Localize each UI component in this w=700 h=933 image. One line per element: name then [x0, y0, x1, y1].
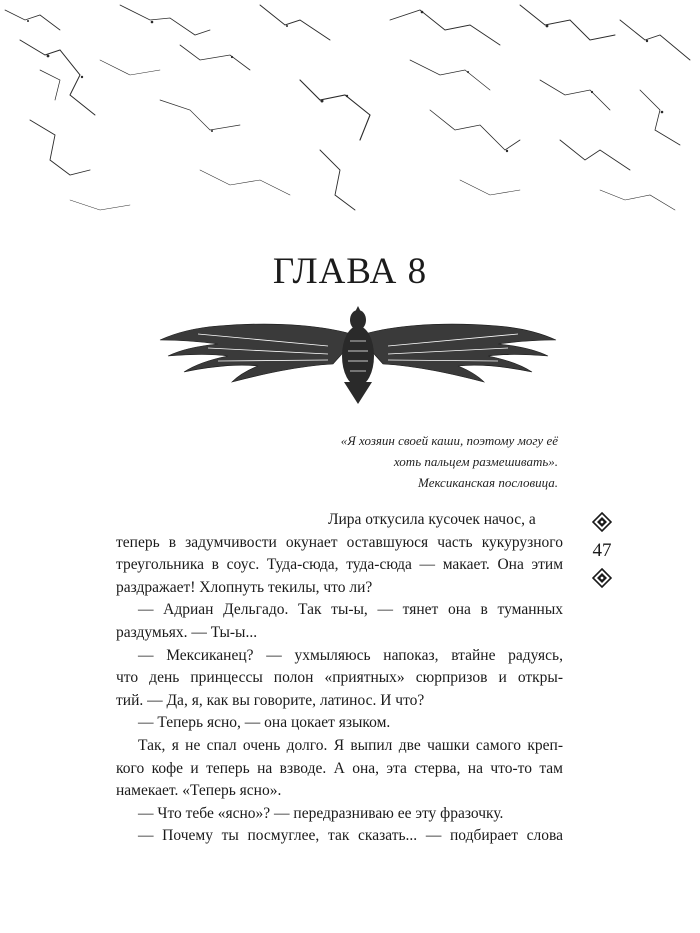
body-line: — Что тебе «ясно»? — передразниваю ее эту фразочку.: [138, 804, 504, 822]
body-line: Лира откусила кусочек начос, а: [328, 511, 536, 528]
body-line: — Теперь ясно, — она цокает языком.: [138, 714, 391, 732]
epigraph-line: хоть пальцем размешивать».: [393, 454, 558, 469]
body-line: — Мексиканец? — ухмыляюсь напоказ, втайне радуясь,: [138, 646, 563, 664]
page-number: 47: [592, 540, 612, 561]
body-line: треугольника в соус. Туда-сюда, туда-сюда — макает. Она этим: [116, 556, 563, 574]
diamond-ornament-icon: [592, 512, 612, 532]
body-line: намекает. «Теперь ясно».: [116, 782, 282, 800]
body-line: — Почему ты посмуглее, так сказать... — подбирает слова: [138, 827, 563, 845]
body-line: Так, я не спал очень долго. Я выпил две чашки самого креп-: [138, 736, 563, 754]
body-line: — Адриан Дельгадо. Так ты-ы, — тянет она в туманных: [138, 601, 563, 619]
marble-texture-header: [0, 0, 700, 230]
body-text: [116, 509, 563, 848]
epigraph-attribution: Мексиканская пословица.: [418, 475, 558, 490]
body-line: раздражает! Хлопнуть текилы, что ли?: [116, 578, 373, 596]
body-line: кого кофе и теперь на взводе. А она, эта стерва, на что-то там: [116, 759, 563, 777]
body-line: теперь в задумчивости окунает оставшуюся часть кукурузного: [116, 533, 563, 551]
eagle-spread-wings-icon: [158, 306, 558, 406]
epigraph: [258, 430, 558, 493]
body-line: что день принцессы полон «приятных» сюрпризов и откры-: [116, 669, 563, 687]
diamond-ornament-icon: [592, 568, 612, 588]
page-number-block: [584, 512, 620, 588]
chapter-title: ГЛАВА 8: [272, 251, 428, 292]
body-line: раздумьях. — Ты-ы...: [116, 623, 258, 641]
epigraph-line: «Я хозяин своей каши, поэтому могу её: [340, 433, 558, 448]
body-line: тий. — Да, я, как вы говорите, латинос. И что?: [116, 691, 425, 709]
